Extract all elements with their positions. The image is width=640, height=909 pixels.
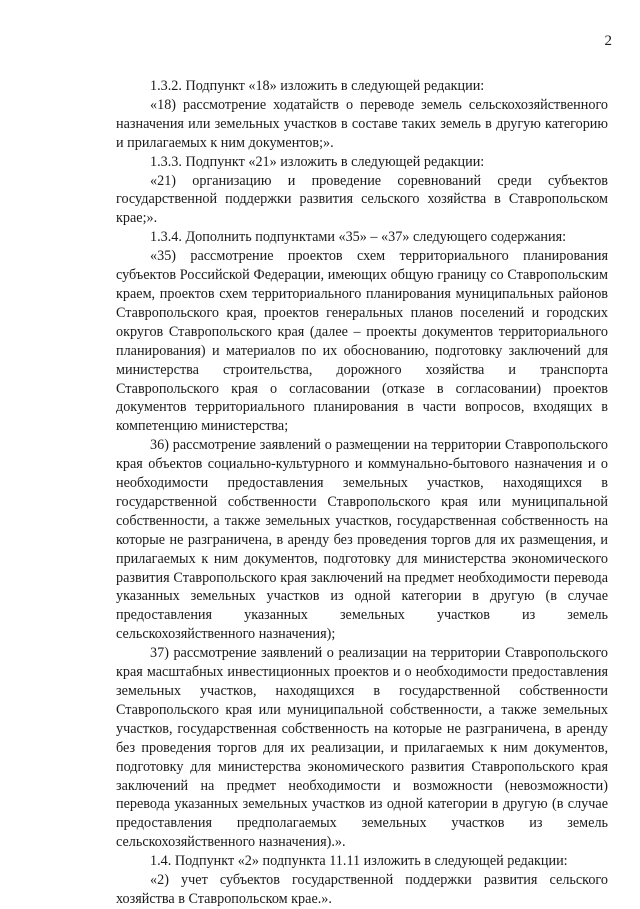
- page-number: 2: [604, 33, 612, 49]
- paragraph-1-3-2: 1.3.2. Подпункт «18» изложить в следующей редакции:: [150, 78, 485, 94]
- paragraph-item-2: «2) учет субъектов государственной поддержки развития сельского хозяйства в Ставропольском крае.».: [116, 872, 608, 907]
- paragraph-1-4: 1.4. Подпункт «2» подпункта 11.11 изложить в следующей редакции:: [150, 853, 568, 870]
- document-body: [116, 77, 608, 909]
- paragraph-item-21: «21) организацию и проведение соревнований среди субъектов государственной поддержки развития сельского хозяйства в Ставропольском крае;».: [116, 172, 608, 227]
- paragraph-item-18: «18) рассмотрение ходатайств о переводе земель сельскохозяйственного назначения или земельных участков в составе таких земель в другую категорию и прилагаемых к ним документов;».: [116, 96, 608, 151]
- paragraph-1-3-3: 1.3.3. Подпункт «21» изложить в следующей редакции:: [150, 153, 485, 170]
- paragraph-item-37: 37) рассмотрение заявлений о реализации на территории Ставропольского края масштабных инвестиционных проектов и о необходимости предоставления земельных участков, находящихся в государственной собственности Ставропольского края или муниципальной собственности, а также земельных участков, государственная собственность на которые не разграничена, в аренду без проведения торгов для их реализации, и прилагаемых к ним документов, подготовку для министерства экономического развития Ставропольского края заключений на предмет необходимости и возможности (невозможности) перевода указанных земельных участков из одной категории в другую (в случае предоставления предполагаемых земельных участков из земель сельскохозяйственного назначения).».: [116, 645, 608, 851]
- paragraph-1-3-4: 1.3.4. Дополнить подпунктами «35» – «37» следующего содержания:: [150, 229, 567, 246]
- paragraph-item-36: 36) рассмотрение заявлений о размещении на территории Ставропольского края объектов социально-культурного и коммунально-бытового назначения и о необходимости предоставления земельных участков, находящихся в государственной собственности Ставропольского края или муниципальной собственности, а также земельных участков, государственная собственность на которые не разграничена, в аренду без проведения торгов для их размещения, и прилагаемых к ним документов, подготовку для министерства экономического развития Ставропольского края заключений на предмет необходимости перевода указанных земельных участков из одной категории в другую (в случае предоставления указанных земельных участков из земель сельскохозяйственного назначения);: [116, 437, 608, 643]
- paragraph-item-35: «35) рассмотрение проектов схем территориального планирования субъектов Российской Федерации, имеющих общую границу со Ставропольским краем, проектов схем территориального планирования муниципальных районов Ставропольского края, проектов генеральных планов поселений и городских округов Ставропольского края (далее – проекты документов территориального планирования) и материалов по их обоснованию, подготовку заключений для министерства строительства, дорожного хозяйства и транспорта Ставропольского края о согласовании (отказе в согласовании) проектов документов территориального планирования в части вопросов, входящих в компетенцию министерства;: [116, 248, 608, 435]
